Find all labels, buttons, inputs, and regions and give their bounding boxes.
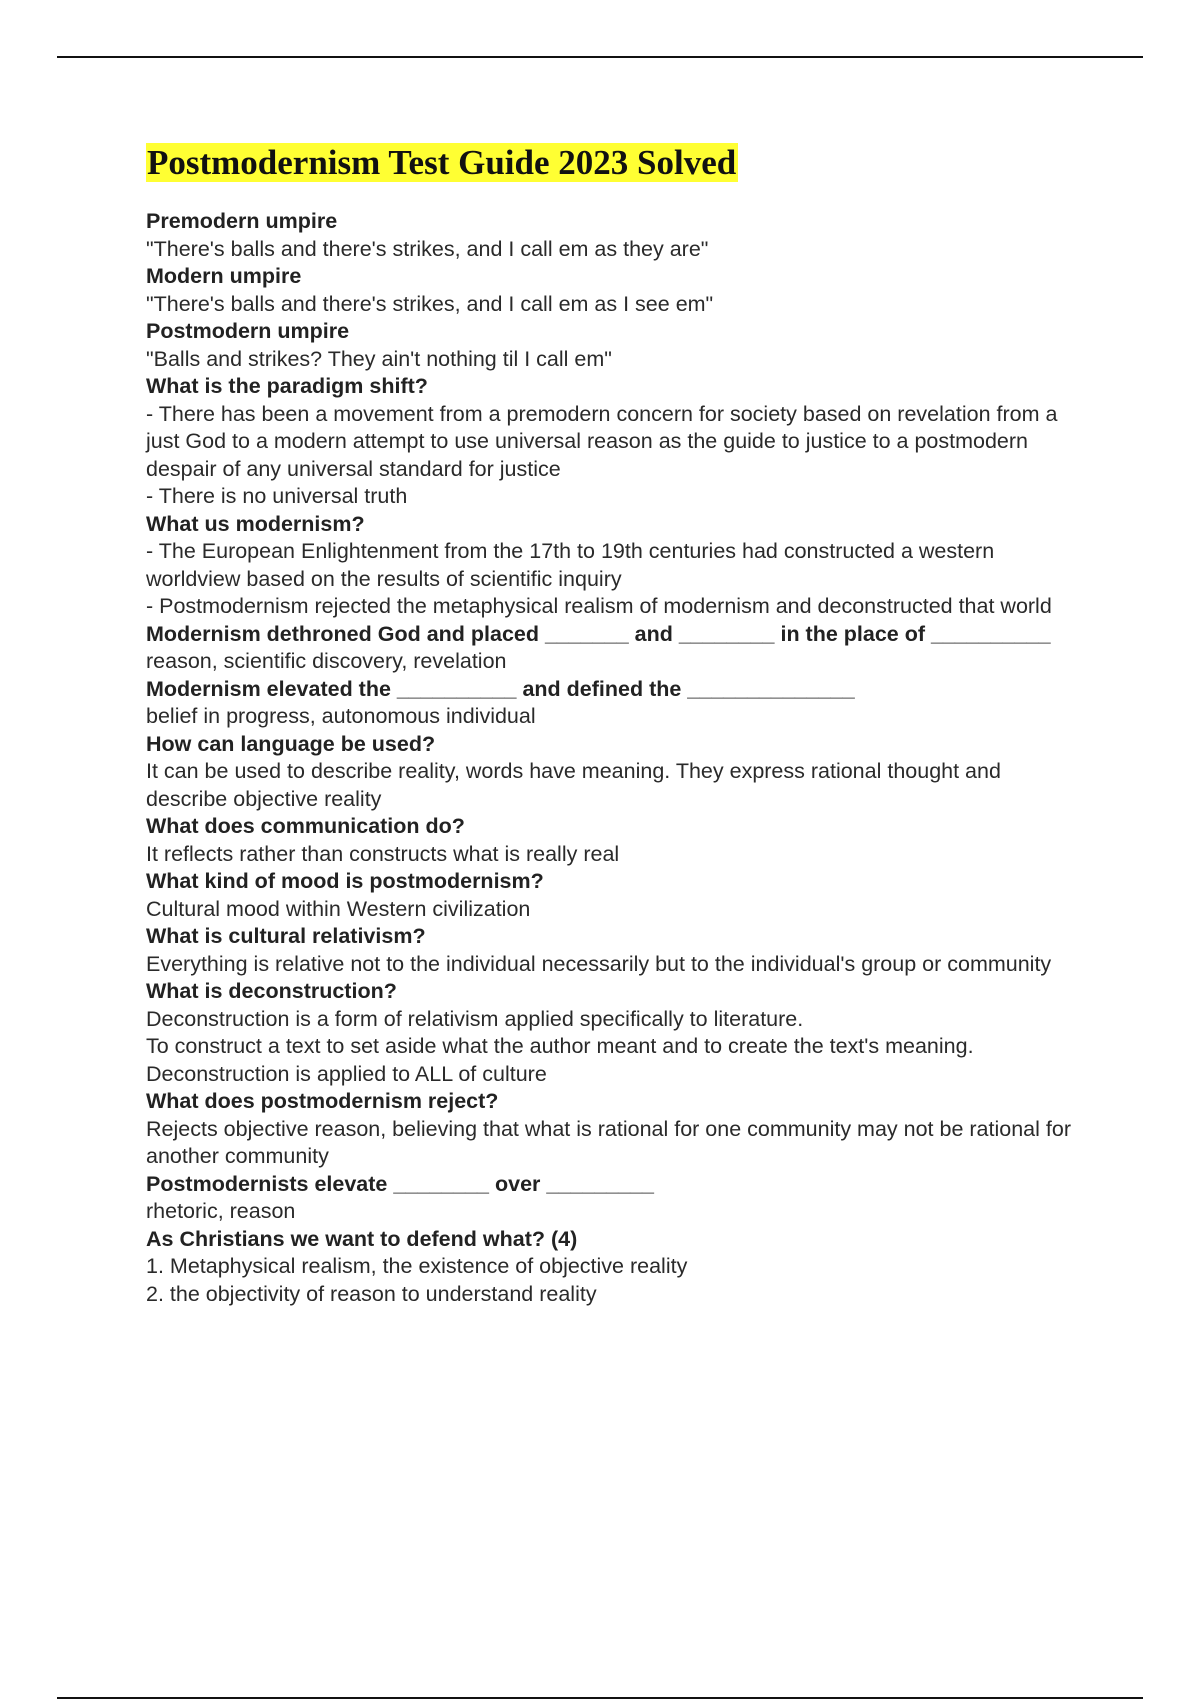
definition-line: It can be used to describe reality, words have meaning. They express rational thought and describe objective reality xyxy=(146,759,1001,811)
card-term: What is the paradigm shift? xyxy=(146,374,428,398)
card-term: Modernism dethroned God and placed _______ and ________ in the place of __________ xyxy=(146,621,1051,646)
definition-line: - The European Enlightenment from the 17th to 19th centuries had constructed a western worldview based on the results of scientific inquiry xyxy=(146,539,995,591)
top-rule xyxy=(57,56,1143,58)
card-definition xyxy=(146,896,1086,924)
card-term: As Christians we want to defend what? (4) xyxy=(146,1226,578,1251)
card-definition xyxy=(146,291,1086,319)
definition-line: Everything is relative not to the individual necessarily but to the individual's group or community xyxy=(146,951,1052,976)
card-definition xyxy=(146,1006,1086,1089)
card-term: Premodern umpire xyxy=(146,209,338,233)
definition-line: To construct a text to set aside what the author meant and to create the text's meaning. xyxy=(146,1034,974,1058)
definition-line: Deconstruction is a form of relativism applied specifically to literature. xyxy=(146,1006,804,1031)
card-definition xyxy=(146,1116,1086,1171)
card-term: What us modernism? xyxy=(146,511,365,536)
definition-line: - There has been a movement from a premodern concern for society based on revelation from a just God to a modern attempt to use universal reason as the guide to justice to a postmodern despair of any universal standard for justice xyxy=(146,401,1058,481)
definition-line: Deconstruction is applied to ALL of culture xyxy=(146,1061,547,1086)
definition-line: reason, scientific discovery, revelation xyxy=(146,649,507,673)
card-definition xyxy=(146,703,1086,731)
card-term: How can language be used? xyxy=(146,731,436,756)
definition-line: "Balls and strikes? They ain't nothing til I call em" xyxy=(146,346,612,371)
card-term: Postmodern umpire xyxy=(146,319,350,343)
definition-line: - There is no universal truth xyxy=(146,484,408,508)
definition-line: 2. the objectivity of reason to understand reality xyxy=(146,1281,597,1306)
card-definition xyxy=(146,1253,1086,1308)
card-definition xyxy=(146,1198,1086,1226)
card-term: What is cultural relativism? xyxy=(146,924,426,948)
card-definition xyxy=(146,538,1086,621)
definition-line: "There's balls and there's strikes, and I call em as they are" xyxy=(146,236,709,261)
card-term: Modernism elevated the __________ and defined the ______________ xyxy=(146,676,855,701)
card-definition xyxy=(146,951,1086,979)
card-term: What does postmodernism reject? xyxy=(146,1089,499,1113)
card-term: What does communication do? xyxy=(146,814,465,838)
definition-line: belief in progress, autonomous individual xyxy=(146,704,536,728)
definition-line: - Postmodernism rejected the metaphysical realism of modernism and deconstructed that world xyxy=(146,594,1052,618)
card-definition xyxy=(146,758,1086,813)
card-term: What is deconstruction? xyxy=(146,979,397,1003)
bottom-rule xyxy=(57,1697,1143,1699)
card-definition xyxy=(146,648,1086,676)
card-definition xyxy=(146,841,1086,869)
definition-line: Cultural mood within Western civilization xyxy=(146,896,531,921)
card-definition xyxy=(146,401,1086,511)
definition-line: "There's balls and there's strikes, and I call em as I see em" xyxy=(146,291,714,316)
document-body xyxy=(146,140,1086,1308)
definition-line: rhetoric, reason xyxy=(146,1199,296,1223)
page-title xyxy=(146,140,1086,186)
card-term: Modern umpire xyxy=(146,264,302,288)
definition-line: 1. Metaphysical realism, the existence of objective reality xyxy=(146,1254,688,1278)
card-term: Postmodernists elevate ________ over _________ xyxy=(146,1171,654,1196)
card-definition xyxy=(146,236,1086,264)
definition-line: It reflects rather than constructs what is really real xyxy=(146,841,620,866)
highlighted-title: Postmodernism Test Guide 2023 Solved xyxy=(147,143,737,182)
definition-line: Rejects objective reason, believing that what is rational for one community may not be rational for another community xyxy=(146,1116,1071,1168)
flashcard-list xyxy=(146,208,1086,1308)
card-definition xyxy=(146,346,1086,374)
card-term: What kind of mood is postmodernism? xyxy=(146,869,544,893)
